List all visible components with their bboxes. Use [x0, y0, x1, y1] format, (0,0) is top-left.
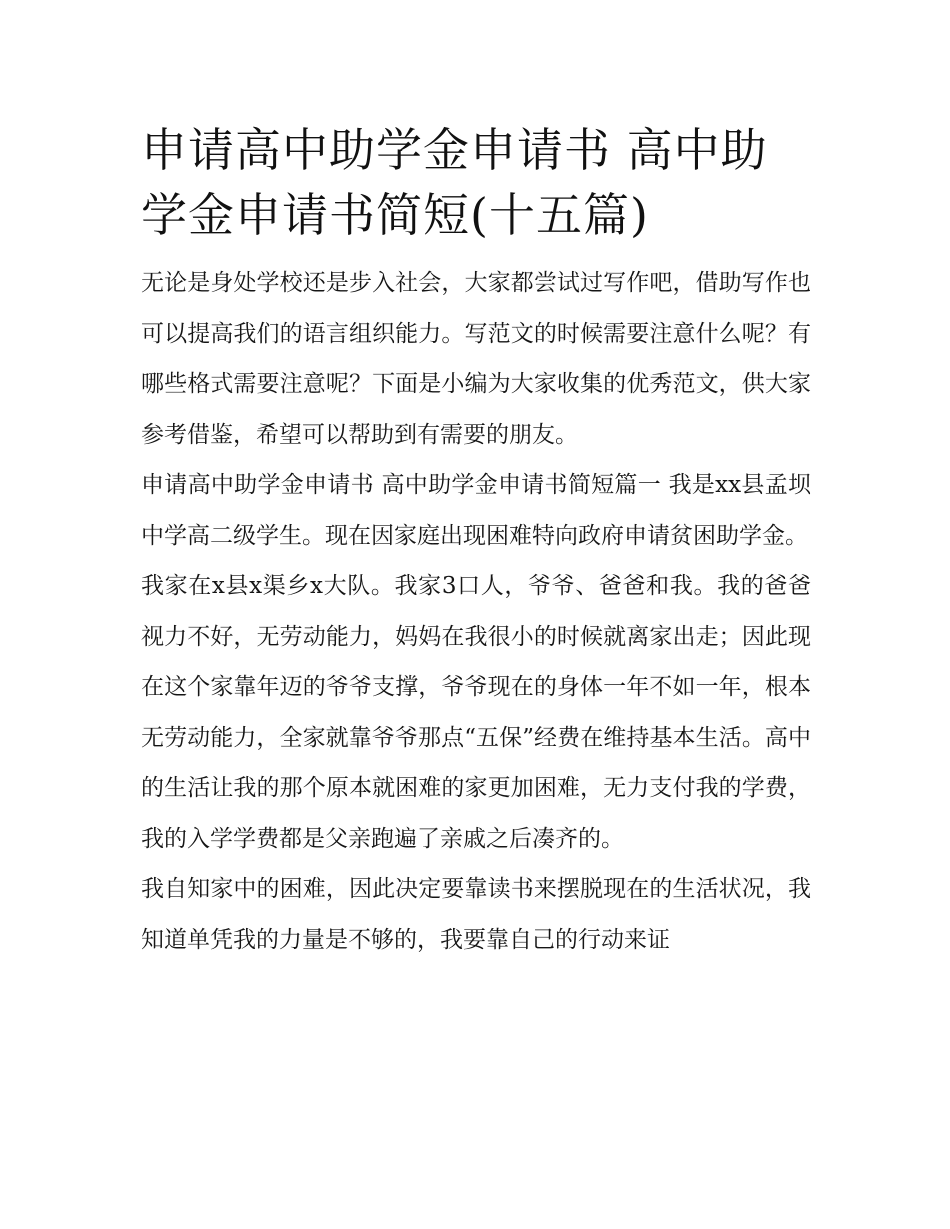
document-body	[141, 118, 811, 965]
intro-paragraph: 无论是身处学校还是步入社会，大家都尝试过写作吧，借助写作也可以提高我们的语言组织能力。写范文的时候需要注意什么呢？有哪些格式需要注意呢？下面是小编为大家收集的优秀范文，供大家参考借鉴，希望可以帮助到有需要的朋友。	[141, 270, 811, 448]
personal-resolve-paragraph: 我自知家中的困难，因此决定要靠读书来摆脱现在的生活状况，我知道单凭我的力量是不够的，我要靠自己的行动来证	[141, 876, 811, 953]
document-title: 申请高中助学金申请书 高中助学金申请书简短(十五篇)	[141, 123, 768, 242]
application-opening-paragraph: 申请高中助学金申请书 高中助学金申请书简短篇一 我是xx县孟坝中学高二级学生。现在因家庭出现困难特向政府申请贫困助学金。	[141, 472, 811, 549]
family-situation-paragraph: 我家在x县x渠乡x大队。我家3口人，爷爷、爸爸和我。我的爸爸视力不好，无劳动能力，妈妈在我很小的时候就离家出走；因此现在这个家靠年迈的爷爷支撑，爷爷现在的身体一年不如一年，根本无劳动能力，全家就靠爷爷那点“五保”经费在维持基本生活。高中的生活让我的那个原本就困难的家更加困难，无力支付我的学费，我的入学学费都是父亲跑遍了亲戚之后凑齐的。	[141, 573, 811, 852]
